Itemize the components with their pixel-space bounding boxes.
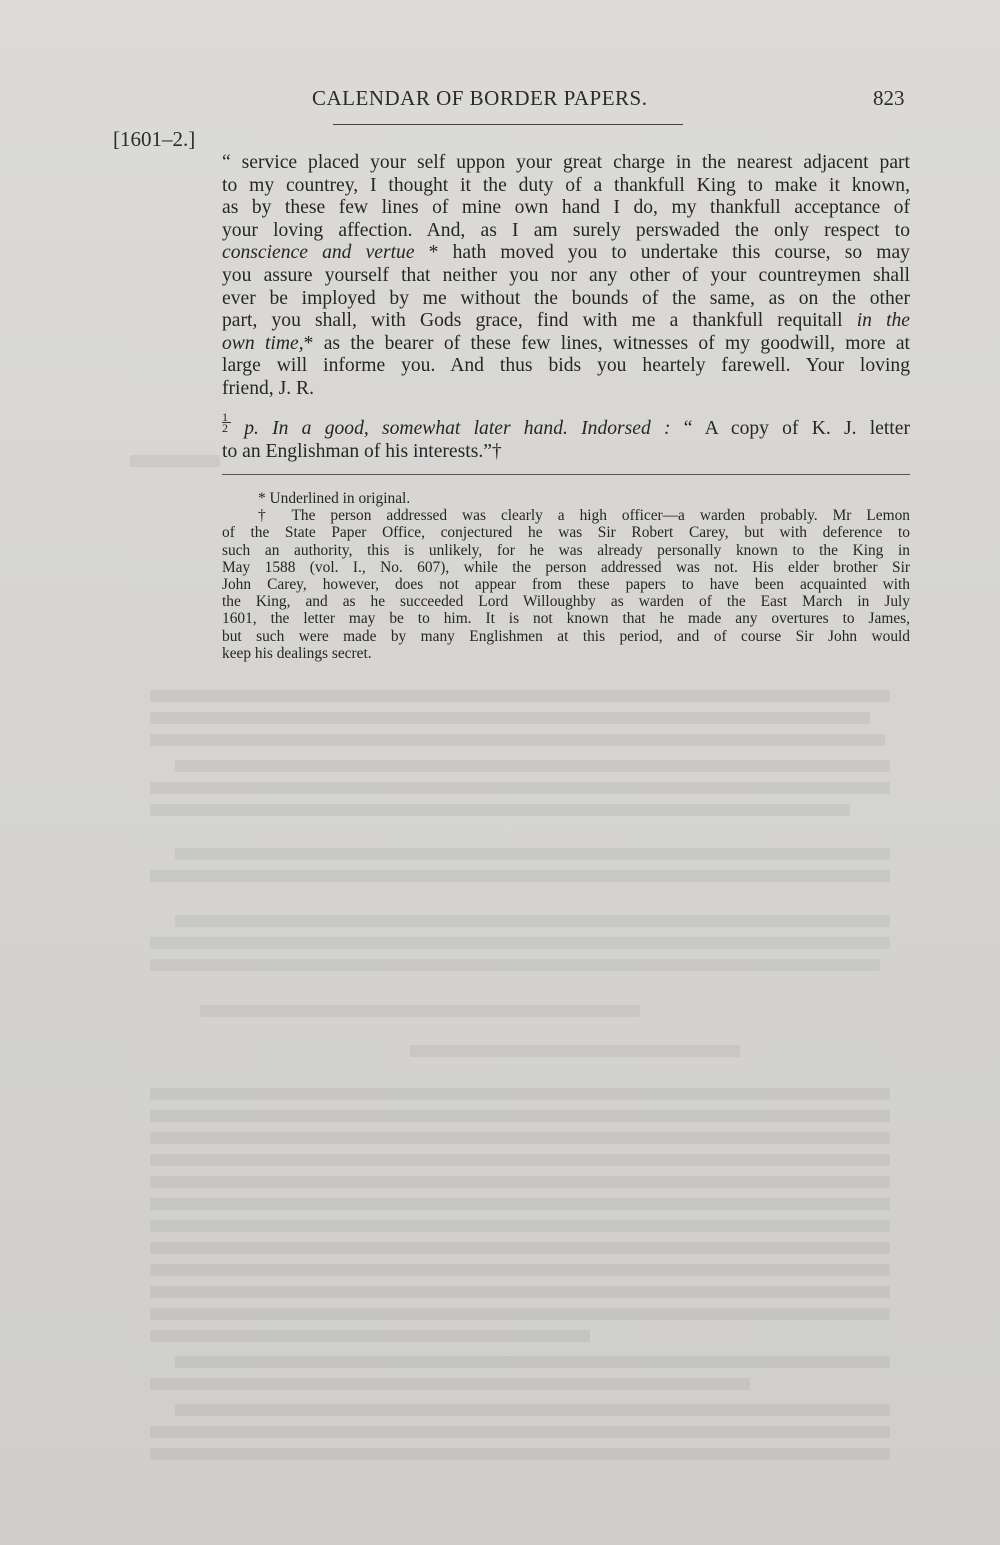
fraction	[222, 412, 231, 433]
document-description	[222, 412, 910, 463]
bleed-through-mark	[150, 1176, 890, 1188]
letter-text: * as the bearer of these few lines, witnesses of my goodwill, more at	[303, 332, 910, 354]
bleed-through-mark	[150, 1242, 890, 1254]
letter-line: friend, J. R.	[222, 377, 314, 399]
fraction-denominator: 2	[222, 421, 228, 435]
underlined-phrase: conscience and vertue	[222, 242, 415, 264]
bleed-through-mark	[150, 734, 885, 746]
footnote-line: † The person addressed was clearly a high officer—a warden probably. Mr Lemon	[258, 507, 910, 525]
footnote-line: 1601, the letter may be to him. It is not known that he made any overtures to James,	[222, 610, 910, 628]
bleed-through-mark	[175, 915, 890, 927]
letter-line: ever be imployed by me without the bounds of the same, as on the other	[222, 287, 910, 309]
underlined-phrase: in the	[856, 310, 911, 332]
description-line	[222, 412, 910, 441]
bleed-through-mark	[150, 1264, 890, 1276]
bleed-through-mark	[150, 1110, 890, 1122]
letter-text: part, you shall, with Gods grace, find with me a thankfull requitall	[222, 310, 857, 332]
footnote-underlined: * Underlined in original.	[258, 490, 411, 507]
letter-line: as by these few lines of mine own hand I do, my thankfull acceptance of	[222, 197, 910, 219]
bleed-through-mark	[150, 1330, 590, 1342]
letter-line: to my countrey, I thought it the duty of a thankfull King to make it known,	[222, 174, 910, 196]
bleed-through-mark	[150, 1088, 890, 1100]
bleed-through-mark	[150, 690, 890, 702]
bleed-through-mark	[175, 760, 890, 772]
footnote-line: the King, and as he succeeded Lord Willoughby as warden of the East March in July	[222, 593, 910, 611]
page-number: 823	[873, 86, 905, 110]
bleed-through-mark	[150, 870, 890, 882]
bleed-through-mark	[175, 848, 890, 860]
bleed-through-mark	[175, 1404, 890, 1416]
bleed-through-mark	[150, 1426, 890, 1438]
bleed-through-mark	[175, 1356, 890, 1368]
fraction-numerator: 1	[222, 412, 231, 423]
bleed-through-mark	[150, 1220, 890, 1232]
letter-line	[222, 242, 910, 265]
bleed-through-mark	[150, 1132, 890, 1144]
bleed-through-mark	[130, 455, 220, 467]
indorsement-text: “ A copy of K. J. letter	[683, 418, 910, 439]
letter-text: * hath moved you to undertake this course, so may	[414, 242, 910, 264]
bleed-through-mark	[150, 782, 890, 794]
footnote-rule	[222, 474, 910, 475]
header-rule	[333, 124, 683, 125]
running-title: CALENDAR OF BORDER PAPERS.	[312, 86, 648, 110]
letter-line: large will informe you. And thus bids you heartely farewell. Your loving	[222, 355, 910, 377]
bleed-through-mark	[150, 804, 850, 816]
bleed-through-mark	[150, 1198, 890, 1210]
page-count-label: p.	[244, 418, 259, 439]
footnote-line: such an authority, this is unlikely, for he was already personally known to the King in	[222, 541, 910, 559]
bleed-through-mark	[150, 712, 870, 724]
underlined-phrase: own time,	[222, 332, 304, 354]
footnote-line: but such were made by many Englishmen at this period, and of course Sir John would	[222, 627, 910, 645]
indorsed-label: Indorsed :	[581, 418, 671, 439]
footnote-addressee	[222, 507, 910, 662]
bleed-through-mark	[150, 1286, 890, 1298]
footnote-line: keep his dealings secret.	[222, 644, 372, 662]
bleed-through-mark	[150, 1378, 750, 1390]
bleed-through-mark	[200, 1005, 640, 1017]
date-tag: [1601–2.]	[113, 127, 196, 151]
letter-line: “ service placed your self uppon your great charge in the nearest adjacent part	[222, 152, 910, 173]
letter-line	[222, 333, 910, 356]
footnote-line: John Carey, however, does not appear from these papers to have been acquainted with	[222, 576, 910, 594]
letter-line: your loving affection. And, as I am surely perswaded the only respect to	[222, 219, 910, 241]
bleed-through-mark	[150, 1308, 890, 1320]
hand-note: In a good, somewhat later hand.	[272, 418, 568, 439]
footnotes	[222, 490, 910, 662]
bleed-through-mark	[150, 937, 890, 949]
letter-body	[222, 152, 910, 401]
description-line: to an Englishman of his interests.”†	[222, 440, 502, 462]
letter-line	[222, 310, 910, 333]
letter-line: you assure yourself that neither you nor any other of your countreymen shall	[222, 264, 910, 286]
bleed-through-mark	[410, 1045, 740, 1057]
bleed-through-mark	[150, 959, 880, 971]
bleed-through-mark	[150, 1154, 890, 1166]
footnote-line: of the State Paper Office, conjectured he was Sir Robert Carey, but with deference to	[222, 524, 910, 542]
bleed-through-mark	[150, 1448, 890, 1460]
footnote-line: May 1588 (vol. I., No. 607), while the person addressed was not. His elder brother Sir	[222, 558, 910, 576]
